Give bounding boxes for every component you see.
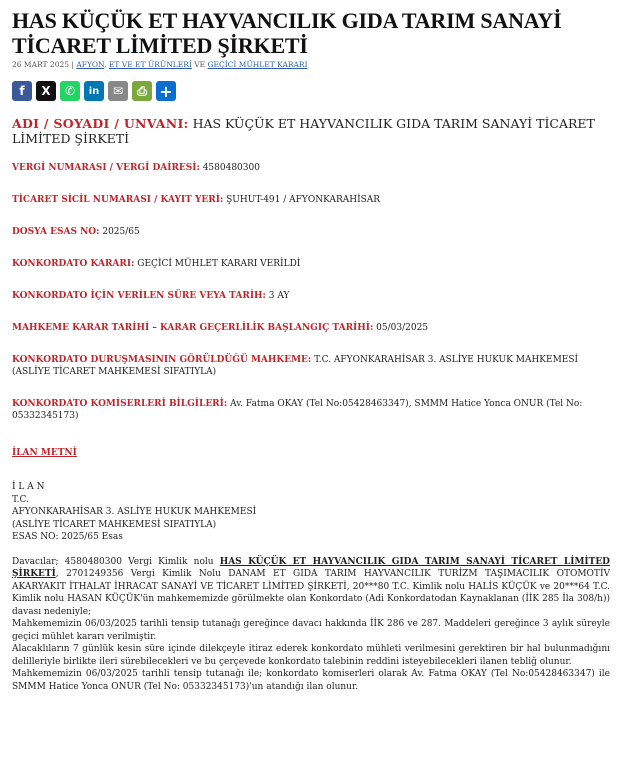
whatsapp-icon[interactable]: ✆ bbox=[60, 81, 80, 101]
registry-row: TİCARET SİCİL NUMARASI / KAYIT YERİ: ŞUHUT-491 / AFYONKARAHİSAR bbox=[12, 195, 381, 205]
file-row: DOSYA ESAS NO: 2025/65 bbox=[12, 227, 140, 237]
facebook-icon[interactable]: f bbox=[12, 81, 32, 101]
share-icon[interactable]: + bbox=[156, 81, 176, 101]
period-row: KONKORDATO İÇİN VERİLEN SÜRE VEYA TARİH: 3 AY bbox=[12, 291, 290, 301]
ilan-paragraph-3: Alacaklıların 7 günlük kesin süre içinde dilekçeyle itiraz ederek konkordato mühleti verilmesini gerektiren bir hal bulunmadığını delilleriyle birlikte ileri sürebilecekleri ve bu çerçevede konkordato talebinin reddini isteyebilecekleri ilanen tebliğ olunur. bbox=[12, 644, 610, 667]
page-title: HAS KÜÇÜK ET HAYVANCILIK GIDA TARIM SANAYİ TİCARET LİMİTED ŞİRKETİ bbox=[12, 8, 562, 58]
court-date-row: MAHKEME KARAR TARİHİ – KARAR GEÇERLİLİK BAŞLANGIÇ TARİHİ: 05/03/2025 bbox=[12, 323, 429, 333]
company-name: ADI / SOYADI / UNVANI: HAS KÜÇÜK ET HAYVANCILIK GIDA TARIM SANAYİ TİCARET LİMİTED ŞİRKETİ bbox=[12, 116, 595, 146]
ilan-paragraph-4: Mahkememizin 06/03/2025 tarihli tensip tutanağı ile; konkordato komiserleri olarak Av. Fatma OKAY (Tel No:05428463347) ile SMMM Hatice Yonca ONUR (Tel No: 05332345173)'un atandığı ilan olunur. bbox=[12, 669, 610, 692]
ilan-heading: İLAN METNİ bbox=[12, 448, 77, 458]
court-row: KONKORDATO DURUŞMASININ GÖRÜLDÜĞÜ MAHKEME: T.C. AFYONKARAHİSAR 3. ASLİYE HUKUK MAHKEMESİ (ASLİYE TİCARET MAHKEMESİ SIFATIYLA) bbox=[12, 355, 579, 377]
tax-row: VERGİ NUMARASI / VERGİ DAİRESİ: 4580480300 bbox=[12, 163, 260, 173]
publish-date: 26 MART 2025 | bbox=[12, 60, 74, 69]
decision-row: KONKORDATO KARARI: GEÇİCİ MÜHLET KARARI VERİLDİ bbox=[12, 259, 301, 269]
linkedin-icon[interactable]: in bbox=[84, 81, 104, 101]
ilan-header: İ L A N T.C. AFYONKARAHİSAR 3. ASLİYE HUKUK MAHKEMESİ (ASLİYE TİCARET MAHKEMESİ SIFATIYLA) ESAS NO: 2025/65 Esas bbox=[12, 482, 257, 542]
email-icon[interactable]: ✉ bbox=[108, 81, 128, 101]
category-link-afyon[interactable]: AFYON bbox=[76, 60, 105, 69]
ilan-text bbox=[12, 556, 610, 694]
ilan-paragraph-1: Davacılar; 4580480300 Vergi Kimlik nolu HAS KÜÇÜK ET HAYVANCILIK GIDA TARIM SANAYİ TİCARET LİMİTED ŞİRKETİ, 2701249356 Vergi Kimlik Nolu DANAM ET GIDA TARIM HAYVANCILIK TURİZM TAŞIMACILIK OTOMOTİV AKARYAKIT İTHALAT İHRACAT SANAYİ VE TİCARET LİMİTED ŞİRKETİ, 20***80 T.C. Kimlik nolu HALİS KÜÇÜK ve 20***64 T.C. Kimlik nolu HASAN KÜÇÜK'ün mahkememizde görülmekte olan Konkordato (Adi Konkordatodan Kaynaklanan (İİK 285 İla 308/h)) davası nedeniyle; bbox=[12, 556, 610, 617]
commissioners-row: KONKORDATO KOMİSERLERİ BİLGİLERİ: Av. Fatma OKAY (Tel No:05428463347), SMMM Hatice Yonca ONUR (Tel No: 05332345173) bbox=[12, 399, 583, 421]
category-link-et[interactable]: ET VE ET ÜRÜNLERİ bbox=[108, 60, 192, 69]
x-icon[interactable]: X bbox=[36, 81, 56, 101]
ilan-paragraph-2: Mahkememizin 06/03/2025 tarihli tensip tutanağı gereğince davacı hakkında İİK 286 ve 287. Maddeleri gereğince 3 aylık süreyle geçici mühlet kararı verilmiştir. bbox=[12, 619, 610, 642]
share-bar bbox=[12, 81, 610, 101]
article-meta: 26 MART 2025 | AFYON, ET VE ET ÜRÜNLERİ VE GEÇİCİ MÜHLET KARARI bbox=[12, 60, 308, 69]
category-link-muhlet[interactable]: GEÇİCİ MÜHLET KARARI bbox=[207, 60, 308, 69]
print-icon[interactable]: ⎙ bbox=[132, 81, 152, 101]
